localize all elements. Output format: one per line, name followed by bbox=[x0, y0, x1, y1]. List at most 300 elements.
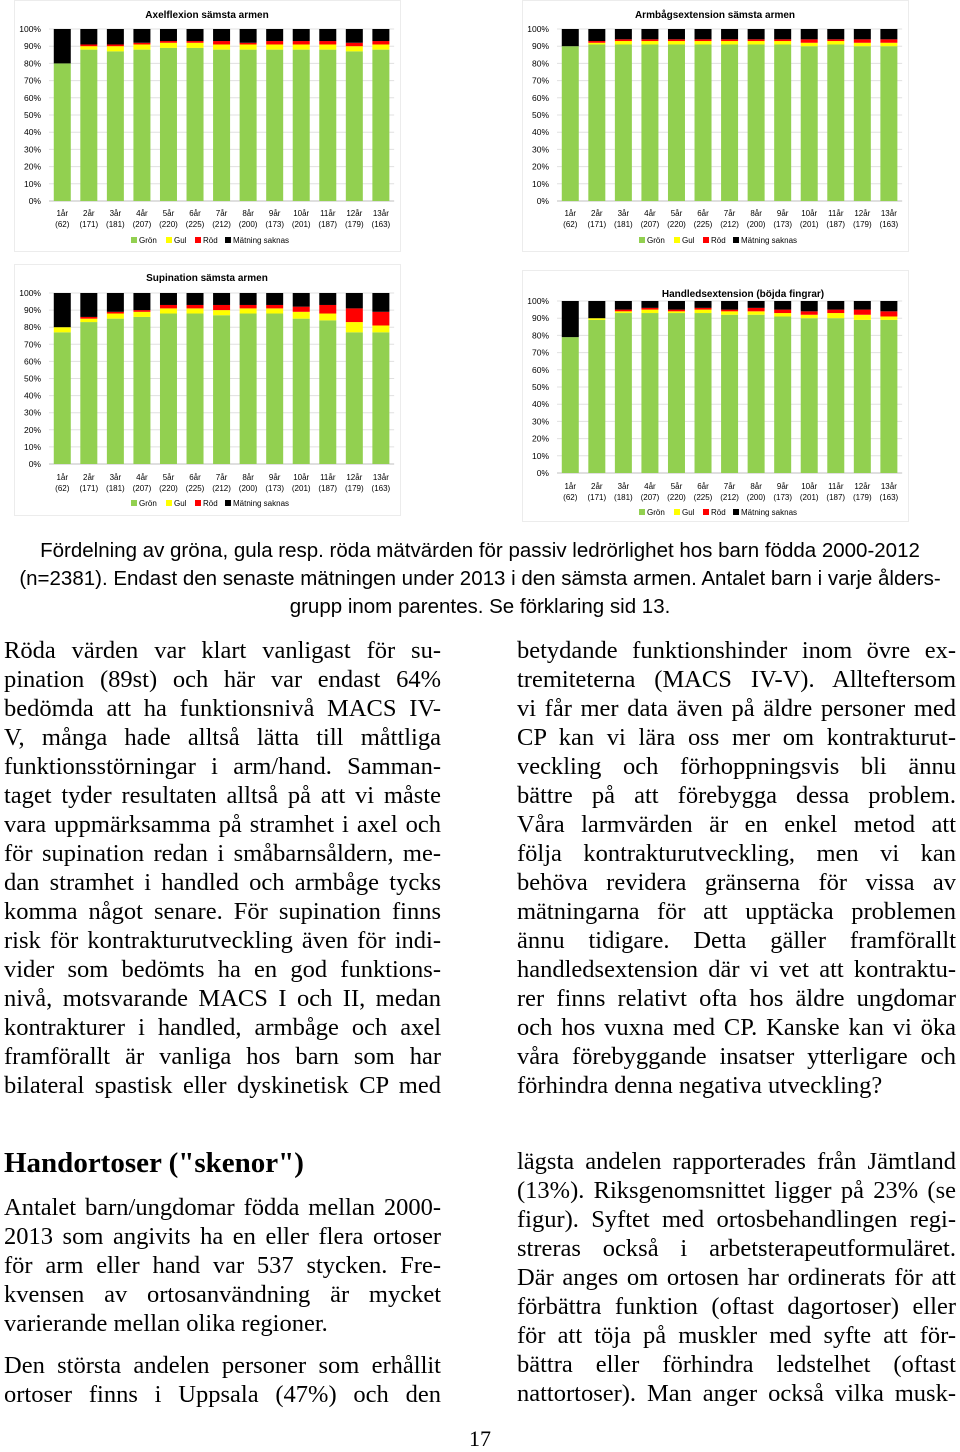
bar-red-12 bbox=[854, 310, 871, 315]
bar-yellow-12 bbox=[346, 46, 363, 51]
bar-missing-3 bbox=[107, 293, 124, 312]
x-category-count: (181) bbox=[614, 220, 633, 229]
chart-panel-armbagsextension bbox=[522, 0, 909, 252]
bar-green-4 bbox=[133, 317, 150, 464]
x-category-label: 6år bbox=[189, 473, 201, 482]
x-category-label: 7år bbox=[723, 209, 736, 218]
x-category-label: 7år bbox=[215, 209, 228, 218]
bar-missing-7 bbox=[721, 301, 738, 310]
bar-yellow-1 bbox=[54, 327, 71, 332]
chart-title: Supination sämsta armen bbox=[146, 273, 268, 284]
x-category-label: 5år bbox=[162, 473, 175, 482]
y-tick-label: 70% bbox=[531, 75, 549, 86]
x-category-label: 4år bbox=[136, 473, 148, 482]
x-category-count: (220) bbox=[667, 220, 686, 229]
bar-red-7 bbox=[213, 305, 230, 310]
bar-red-6 bbox=[695, 308, 712, 310]
text-line: behöva revidera gränserna för vissa av bbox=[517, 868, 956, 896]
y-tick-label: 0% bbox=[28, 196, 41, 206]
y-tick-label: 90% bbox=[531, 313, 549, 324]
bar-red-4 bbox=[641, 308, 658, 310]
bar-yellow-6 bbox=[695, 41, 712, 44]
text-line: figur). Syftet med ortosbehandlingen regi- bbox=[517, 1205, 956, 1233]
bar-yellow-12 bbox=[854, 315, 871, 320]
caption-line: grupp inom parentes. Se förklaring sid 13. bbox=[289, 595, 671, 618]
y-tick-label: 40% bbox=[23, 127, 41, 138]
legend-label-yellow: Gul bbox=[174, 236, 187, 245]
bar-green-10 bbox=[293, 319, 310, 464]
x-category-count: (207) bbox=[132, 220, 152, 229]
bar-green-13 bbox=[880, 320, 897, 473]
body-column-left-top bbox=[4, 636, 441, 1100]
caption-line: Fördelning av gröna, gula resp. röda mätvärden för passiv ledrörlighet hos barn födda 2000-2012 bbox=[40, 539, 920, 562]
text-line: Den största andelen personer som erhållit bbox=[4, 1351, 441, 1379]
y-tick-label: 100% bbox=[527, 24, 549, 34]
bar-red-3 bbox=[107, 312, 124, 314]
bar-yellow-2 bbox=[80, 319, 97, 322]
x-category-label: 9år bbox=[268, 473, 281, 482]
bar-green-4 bbox=[133, 50, 150, 201]
figure-caption bbox=[0, 537, 960, 621]
y-tick-label: 0% bbox=[536, 196, 549, 206]
text-line: funktionsstörningar i arm/hand. Samman- bbox=[4, 752, 441, 780]
text-line: ortoser finns i Uppsala (47%) och den bbox=[4, 1380, 441, 1408]
bar-yellow-5 bbox=[668, 41, 685, 44]
x-category-count: (181) bbox=[106, 484, 125, 493]
x-category-count: (163) bbox=[371, 484, 391, 493]
body-column-right-bottom bbox=[517, 1147, 956, 1408]
bar-missing-7 bbox=[213, 29, 230, 41]
chart-supination bbox=[15, 265, 400, 515]
legend-swatch-missing bbox=[225, 500, 231, 506]
text-line: risk för kontrakturutveckling även för indi- bbox=[4, 926, 441, 954]
x-category-count: (179) bbox=[344, 484, 364, 493]
bar-missing-10 bbox=[801, 301, 818, 311]
x-category-label: 11år bbox=[828, 209, 844, 218]
x-category-label: 13år bbox=[880, 209, 897, 218]
y-tick-label: 20% bbox=[531, 161, 549, 172]
x-category-label: 10år bbox=[801, 209, 818, 218]
x-category-count: (225) bbox=[693, 493, 713, 502]
bar-missing-5 bbox=[160, 29, 177, 41]
y-tick-label: 30% bbox=[531, 144, 549, 155]
x-category-count: (173) bbox=[773, 493, 793, 502]
body-column-left-bottom bbox=[4, 1193, 441, 1409]
legend-label-red: Röd bbox=[711, 508, 726, 517]
bar-missing-8 bbox=[240, 29, 257, 43]
x-category-label: 13år bbox=[372, 473, 389, 482]
x-category-label: 8år bbox=[242, 209, 254, 218]
text-line: framförallt är vanliga hos barn som har bbox=[4, 1042, 441, 1070]
x-category-count: (200) bbox=[746, 220, 766, 229]
paragraph bbox=[4, 1351, 441, 1409]
bar-red-11 bbox=[827, 310, 844, 313]
bar-green-5 bbox=[668, 313, 685, 473]
bar-missing-5 bbox=[668, 301, 685, 310]
chart-panel-supination bbox=[14, 264, 401, 516]
text-line: Röda värden var klart vanligast för su- bbox=[4, 636, 441, 664]
bar-red-10 bbox=[293, 307, 310, 312]
text-line: rer finns relativt ofta hos äldre ungdomar bbox=[517, 984, 956, 1012]
x-category-count: (212) bbox=[212, 484, 231, 493]
text-line: bättra eller förhindra ledstelhet (oftast bbox=[517, 1350, 956, 1378]
x-category-count: (201) bbox=[291, 220, 311, 229]
legend-swatch-missing bbox=[733, 237, 739, 243]
bar-yellow-9 bbox=[266, 44, 283, 49]
bar-yellow-7 bbox=[213, 44, 230, 49]
bar-yellow-13 bbox=[880, 43, 897, 46]
legend-label-red: Röd bbox=[711, 236, 726, 245]
legend-swatch-yellow bbox=[674, 237, 680, 243]
bar-yellow-4 bbox=[133, 44, 150, 49]
legend-label-green: Grön bbox=[647, 508, 665, 517]
y-tick-label: 100% bbox=[19, 288, 41, 298]
text-line: komma något senare. För supination finns bbox=[4, 897, 441, 925]
bar-red-8 bbox=[748, 39, 765, 41]
y-tick-label: 30% bbox=[23, 407, 41, 418]
caption-line: (n=2381). Endast den senaste mätningen under 2013 i den sämsta armen. Antalet barn i varje ålders- bbox=[19, 567, 941, 590]
chart-panel-axelflexion bbox=[14, 0, 401, 252]
text-line: mätningarna för att upptäcka problemen bbox=[517, 897, 956, 925]
bar-yellow-11 bbox=[827, 41, 844, 44]
chart-handledsextension bbox=[523, 271, 908, 521]
x-category-label: 7år bbox=[215, 473, 228, 482]
bar-green-9 bbox=[266, 314, 283, 464]
x-category-label: 6år bbox=[697, 209, 709, 218]
bar-yellow-9 bbox=[774, 313, 791, 316]
bar-red-7 bbox=[721, 310, 738, 312]
legend-swatch-green bbox=[639, 509, 645, 515]
x-category-count: (220) bbox=[159, 220, 178, 229]
bar-missing-10 bbox=[801, 29, 818, 39]
bar-missing-6 bbox=[695, 29, 712, 39]
bar-missing-11 bbox=[319, 29, 336, 41]
x-category-count: (212) bbox=[212, 220, 231, 229]
y-tick-label: 40% bbox=[531, 127, 549, 138]
x-category-count: (220) bbox=[159, 484, 178, 493]
bar-missing-13 bbox=[372, 29, 389, 41]
x-category-count: (62) bbox=[55, 220, 70, 229]
y-tick-label: 20% bbox=[531, 433, 549, 444]
x-category-label: 12år bbox=[346, 209, 363, 218]
legend-label-missing: Mätning saknas bbox=[233, 499, 290, 508]
x-category-label: 8år bbox=[242, 473, 254, 482]
y-tick-label: 50% bbox=[531, 382, 549, 392]
legend-swatch-green bbox=[131, 500, 137, 506]
x-category-label: 8år bbox=[750, 209, 762, 218]
bar-red-3 bbox=[107, 44, 124, 46]
x-category-label: 3år bbox=[109, 473, 122, 482]
bar-yellow-2 bbox=[588, 43, 605, 45]
text-line: betydande funktionshinder inom övre ex- bbox=[517, 636, 956, 664]
y-tick-label: 0% bbox=[536, 468, 549, 478]
x-category-label: 13år bbox=[372, 209, 389, 218]
bar-yellow-11 bbox=[827, 313, 844, 318]
legend-swatch-yellow bbox=[166, 237, 172, 243]
x-category-label: 3år bbox=[617, 482, 630, 491]
bar-missing-9 bbox=[774, 29, 791, 39]
bar-green-1 bbox=[562, 337, 579, 473]
bar-yellow-7 bbox=[721, 41, 738, 44]
bar-yellow-4 bbox=[133, 312, 150, 317]
bar-red-5 bbox=[668, 39, 685, 41]
bar-green-7 bbox=[213, 50, 230, 201]
legend-label-red: Röd bbox=[203, 499, 218, 508]
bar-yellow-2 bbox=[80, 46, 97, 49]
legend-label-missing: Mätning saknas bbox=[741, 236, 798, 245]
bar-missing-1 bbox=[54, 293, 71, 327]
bar-missing-8 bbox=[748, 29, 765, 39]
bar-red-3 bbox=[615, 310, 632, 312]
x-category-count: (163) bbox=[371, 220, 391, 229]
bar-green-13 bbox=[372, 332, 389, 464]
x-category-count: (187) bbox=[826, 493, 846, 502]
bar-green-3 bbox=[107, 319, 124, 464]
bar-missing-1 bbox=[562, 29, 579, 46]
bar-red-5 bbox=[160, 41, 177, 43]
y-tick-label: 10% bbox=[531, 178, 549, 189]
text-line: för arm eller hand var 537 stycken. Fre- bbox=[4, 1251, 441, 1279]
bar-missing-13 bbox=[372, 293, 389, 312]
bar-missing-10 bbox=[293, 29, 310, 41]
bar-green-10 bbox=[293, 50, 310, 201]
text-line: bilateral spastisk eller dyskinetisk CP med bbox=[4, 1071, 441, 1099]
y-tick-label: 40% bbox=[531, 399, 549, 410]
text-line: ännu tidigare. Detta gäller framförallt bbox=[517, 926, 956, 954]
bar-missing-2 bbox=[80, 293, 97, 317]
bar-green-1 bbox=[562, 46, 579, 201]
x-category-label: 12år bbox=[346, 473, 363, 482]
x-category-label: 4år bbox=[644, 482, 656, 491]
x-category-label: 1år bbox=[56, 209, 69, 218]
bar-yellow-5 bbox=[160, 43, 177, 48]
bar-yellow-7 bbox=[213, 310, 230, 315]
y-tick-label: 50% bbox=[531, 110, 549, 120]
bar-red-5 bbox=[160, 305, 177, 308]
text-line: vara uppmärksamma på stramhet i axel och bbox=[4, 810, 441, 838]
x-category-count: (212) bbox=[720, 493, 739, 502]
y-tick-label: 70% bbox=[23, 339, 41, 350]
bar-red-8 bbox=[240, 305, 257, 308]
x-category-label: 11år bbox=[828, 482, 844, 491]
text-line: streras också i arbetsterapeutformuläret. bbox=[517, 1234, 956, 1262]
bar-yellow-4 bbox=[641, 310, 658, 313]
legend-swatch-yellow bbox=[166, 500, 172, 506]
text-line: V, många hade alltså lätta till måttliga bbox=[4, 723, 441, 751]
bar-red-11 bbox=[827, 39, 844, 41]
text-line: förhindra denna negativa utveckling? bbox=[517, 1071, 883, 1099]
legend-swatch-red bbox=[703, 509, 709, 515]
text-line: kvensen av ortosanvändning är mycket bbox=[4, 1280, 441, 1308]
legend-swatch-green bbox=[131, 237, 137, 243]
bar-yellow-11 bbox=[319, 314, 336, 321]
y-tick-label: 100% bbox=[527, 296, 549, 306]
bar-missing-1 bbox=[562, 301, 579, 337]
bar-yellow-13 bbox=[372, 44, 389, 49]
text-line: nattortoser). Man anger också vilka musk- bbox=[517, 1379, 956, 1407]
bar-yellow-6 bbox=[187, 43, 204, 48]
x-category-label: 2år bbox=[83, 209, 95, 218]
bar-missing-8 bbox=[240, 293, 257, 305]
x-category-label: 13år bbox=[880, 482, 897, 491]
legend-label-missing: Mätning saknas bbox=[233, 236, 290, 245]
bar-yellow-10 bbox=[293, 44, 310, 49]
x-category-count: (179) bbox=[344, 220, 364, 229]
text-line: kontrakturer i handled, armbåge och axel bbox=[4, 1013, 441, 1041]
chart-title: Axelflexion sämsta armen bbox=[145, 10, 269, 21]
y-tick-label: 10% bbox=[23, 178, 41, 189]
y-tick-label: 100% bbox=[19, 24, 41, 34]
x-category-label: 10år bbox=[293, 209, 310, 218]
text-line: för supination redan i småbarnsåldern, me- bbox=[4, 839, 441, 867]
x-category-label: 11år bbox=[320, 473, 336, 482]
x-category-label: 3år bbox=[109, 209, 122, 218]
x-category-label: 1år bbox=[564, 209, 577, 218]
legend-label-red: Röd bbox=[203, 236, 218, 245]
y-tick-label: 50% bbox=[23, 373, 41, 384]
bar-yellow-3 bbox=[615, 311, 632, 313]
x-category-count: (171) bbox=[587, 220, 607, 229]
x-category-label: 4år bbox=[644, 209, 656, 218]
x-category-count: (62) bbox=[55, 484, 70, 493]
bar-yellow-8 bbox=[240, 44, 257, 49]
bar-green-12 bbox=[854, 46, 871, 201]
x-category-count: (201) bbox=[799, 493, 819, 502]
x-category-label: 11år bbox=[320, 209, 336, 218]
x-category-count: (225) bbox=[185, 220, 205, 229]
x-category-label: 5år bbox=[670, 482, 683, 491]
x-category-count: (62) bbox=[563, 220, 578, 229]
x-category-label: 2år bbox=[83, 473, 95, 482]
bar-yellow-10 bbox=[801, 43, 818, 46]
bar-green-2 bbox=[80, 322, 97, 464]
x-category-count: (62) bbox=[563, 493, 578, 502]
text-line: pination (89st) och här var endast 64% bbox=[4, 665, 441, 693]
x-category-count: (200) bbox=[238, 484, 258, 493]
bar-red-7 bbox=[721, 39, 738, 41]
legend-swatch-yellow bbox=[674, 509, 680, 515]
bar-red-10 bbox=[293, 41, 310, 44]
bar-red-12 bbox=[346, 308, 363, 322]
bar-red-6 bbox=[187, 41, 204, 43]
bar-missing-2 bbox=[80, 29, 97, 44]
x-category-label: 10år bbox=[293, 473, 310, 482]
bar-green-7 bbox=[213, 315, 230, 464]
bar-red-13 bbox=[372, 41, 389, 44]
y-tick-label: 80% bbox=[23, 58, 41, 69]
bar-yellow-11 bbox=[319, 44, 336, 49]
bar-yellow-8 bbox=[240, 308, 257, 313]
x-category-label: 1år bbox=[56, 473, 69, 482]
bar-missing-9 bbox=[774, 301, 791, 310]
bar-yellow-4 bbox=[641, 41, 658, 44]
bar-green-4 bbox=[641, 313, 658, 473]
x-category-label: 3år bbox=[617, 209, 630, 218]
bar-yellow-7 bbox=[721, 311, 738, 314]
bar-green-8 bbox=[748, 315, 765, 473]
bar-green-1 bbox=[54, 332, 71, 464]
chart-title: Armbågsextension sämsta armen bbox=[634, 10, 796, 21]
bar-yellow-12 bbox=[346, 322, 363, 332]
x-category-label: 10år bbox=[801, 482, 818, 491]
bar-green-9 bbox=[266, 50, 283, 201]
bar-yellow-12 bbox=[854, 43, 871, 46]
text-line: Där anges om ortosen har ordinerats för att bbox=[517, 1263, 956, 1291]
y-tick-label: 30% bbox=[531, 416, 549, 427]
bar-green-2 bbox=[588, 320, 605, 473]
x-category-count: (212) bbox=[720, 220, 739, 229]
bar-green-6 bbox=[187, 314, 204, 464]
x-category-label: 8år bbox=[750, 482, 762, 491]
y-tick-label: 70% bbox=[23, 75, 41, 86]
text-line: förbättra funktion (oftast dagortoser) eller bbox=[517, 1292, 956, 1320]
bar-red-4 bbox=[133, 310, 150, 312]
bar-green-1 bbox=[54, 63, 71, 201]
x-category-count: (171) bbox=[587, 493, 607, 502]
x-category-label: 9år bbox=[776, 209, 789, 218]
y-tick-label: 80% bbox=[23, 322, 41, 333]
text-line: tremiteterna (MACS IV-V). Allteftersom bbox=[517, 665, 956, 693]
legend-label-green: Grön bbox=[139, 499, 157, 508]
x-category-count: (225) bbox=[693, 220, 713, 229]
x-category-label: 12år bbox=[854, 482, 871, 491]
bar-yellow-13 bbox=[372, 325, 389, 332]
bar-yellow-5 bbox=[668, 311, 685, 313]
bar-missing-4 bbox=[133, 29, 150, 43]
paragraph bbox=[4, 1193, 441, 1338]
chart-axelflexion bbox=[15, 1, 400, 251]
bar-missing-10 bbox=[293, 293, 310, 307]
y-tick-label: 80% bbox=[531, 58, 549, 69]
bar-missing-11 bbox=[827, 301, 844, 310]
bar-yellow-3 bbox=[107, 46, 124, 51]
bar-green-12 bbox=[346, 332, 363, 464]
bar-yellow-2 bbox=[588, 318, 605, 320]
bar-yellow-9 bbox=[266, 308, 283, 313]
bar-missing-2 bbox=[588, 301, 605, 318]
x-category-count: (181) bbox=[106, 220, 125, 229]
x-category-count: (225) bbox=[185, 484, 205, 493]
chart-title: Handledsextension (böjda fingrar) bbox=[661, 289, 825, 300]
x-category-count: (201) bbox=[291, 484, 311, 493]
bar-red-9 bbox=[774, 310, 791, 313]
legend-swatch-missing bbox=[733, 509, 739, 515]
x-category-label: 7år bbox=[723, 482, 736, 491]
x-category-label: 6år bbox=[697, 482, 709, 491]
legend-swatch-red bbox=[195, 237, 201, 243]
bar-red-13 bbox=[880, 39, 897, 42]
y-tick-label: 90% bbox=[531, 41, 549, 52]
bar-yellow-10 bbox=[293, 312, 310, 319]
bar-red-10 bbox=[801, 311, 818, 314]
bar-green-6 bbox=[187, 48, 204, 201]
legend-label-green: Grön bbox=[139, 236, 157, 245]
bar-green-7 bbox=[721, 315, 738, 473]
text-line: handledsextension där vi vet att kontraktu- bbox=[517, 955, 956, 983]
text-line: Antalet barn/ungdomar födda mellan 2000- bbox=[4, 1193, 441, 1221]
bar-green-2 bbox=[588, 44, 605, 201]
x-category-label: 2år bbox=[591, 482, 603, 491]
bar-yellow-6 bbox=[187, 308, 204, 313]
bar-green-11 bbox=[827, 44, 844, 201]
x-category-count: (171) bbox=[79, 484, 99, 493]
bar-red-11 bbox=[319, 41, 336, 44]
bar-red-9 bbox=[266, 305, 283, 308]
bar-red-12 bbox=[346, 43, 363, 46]
text-line: 2013 som angivits ha en eller flera ortoser bbox=[4, 1222, 441, 1250]
bar-green-3 bbox=[615, 44, 632, 201]
bar-red-8 bbox=[748, 308, 765, 311]
